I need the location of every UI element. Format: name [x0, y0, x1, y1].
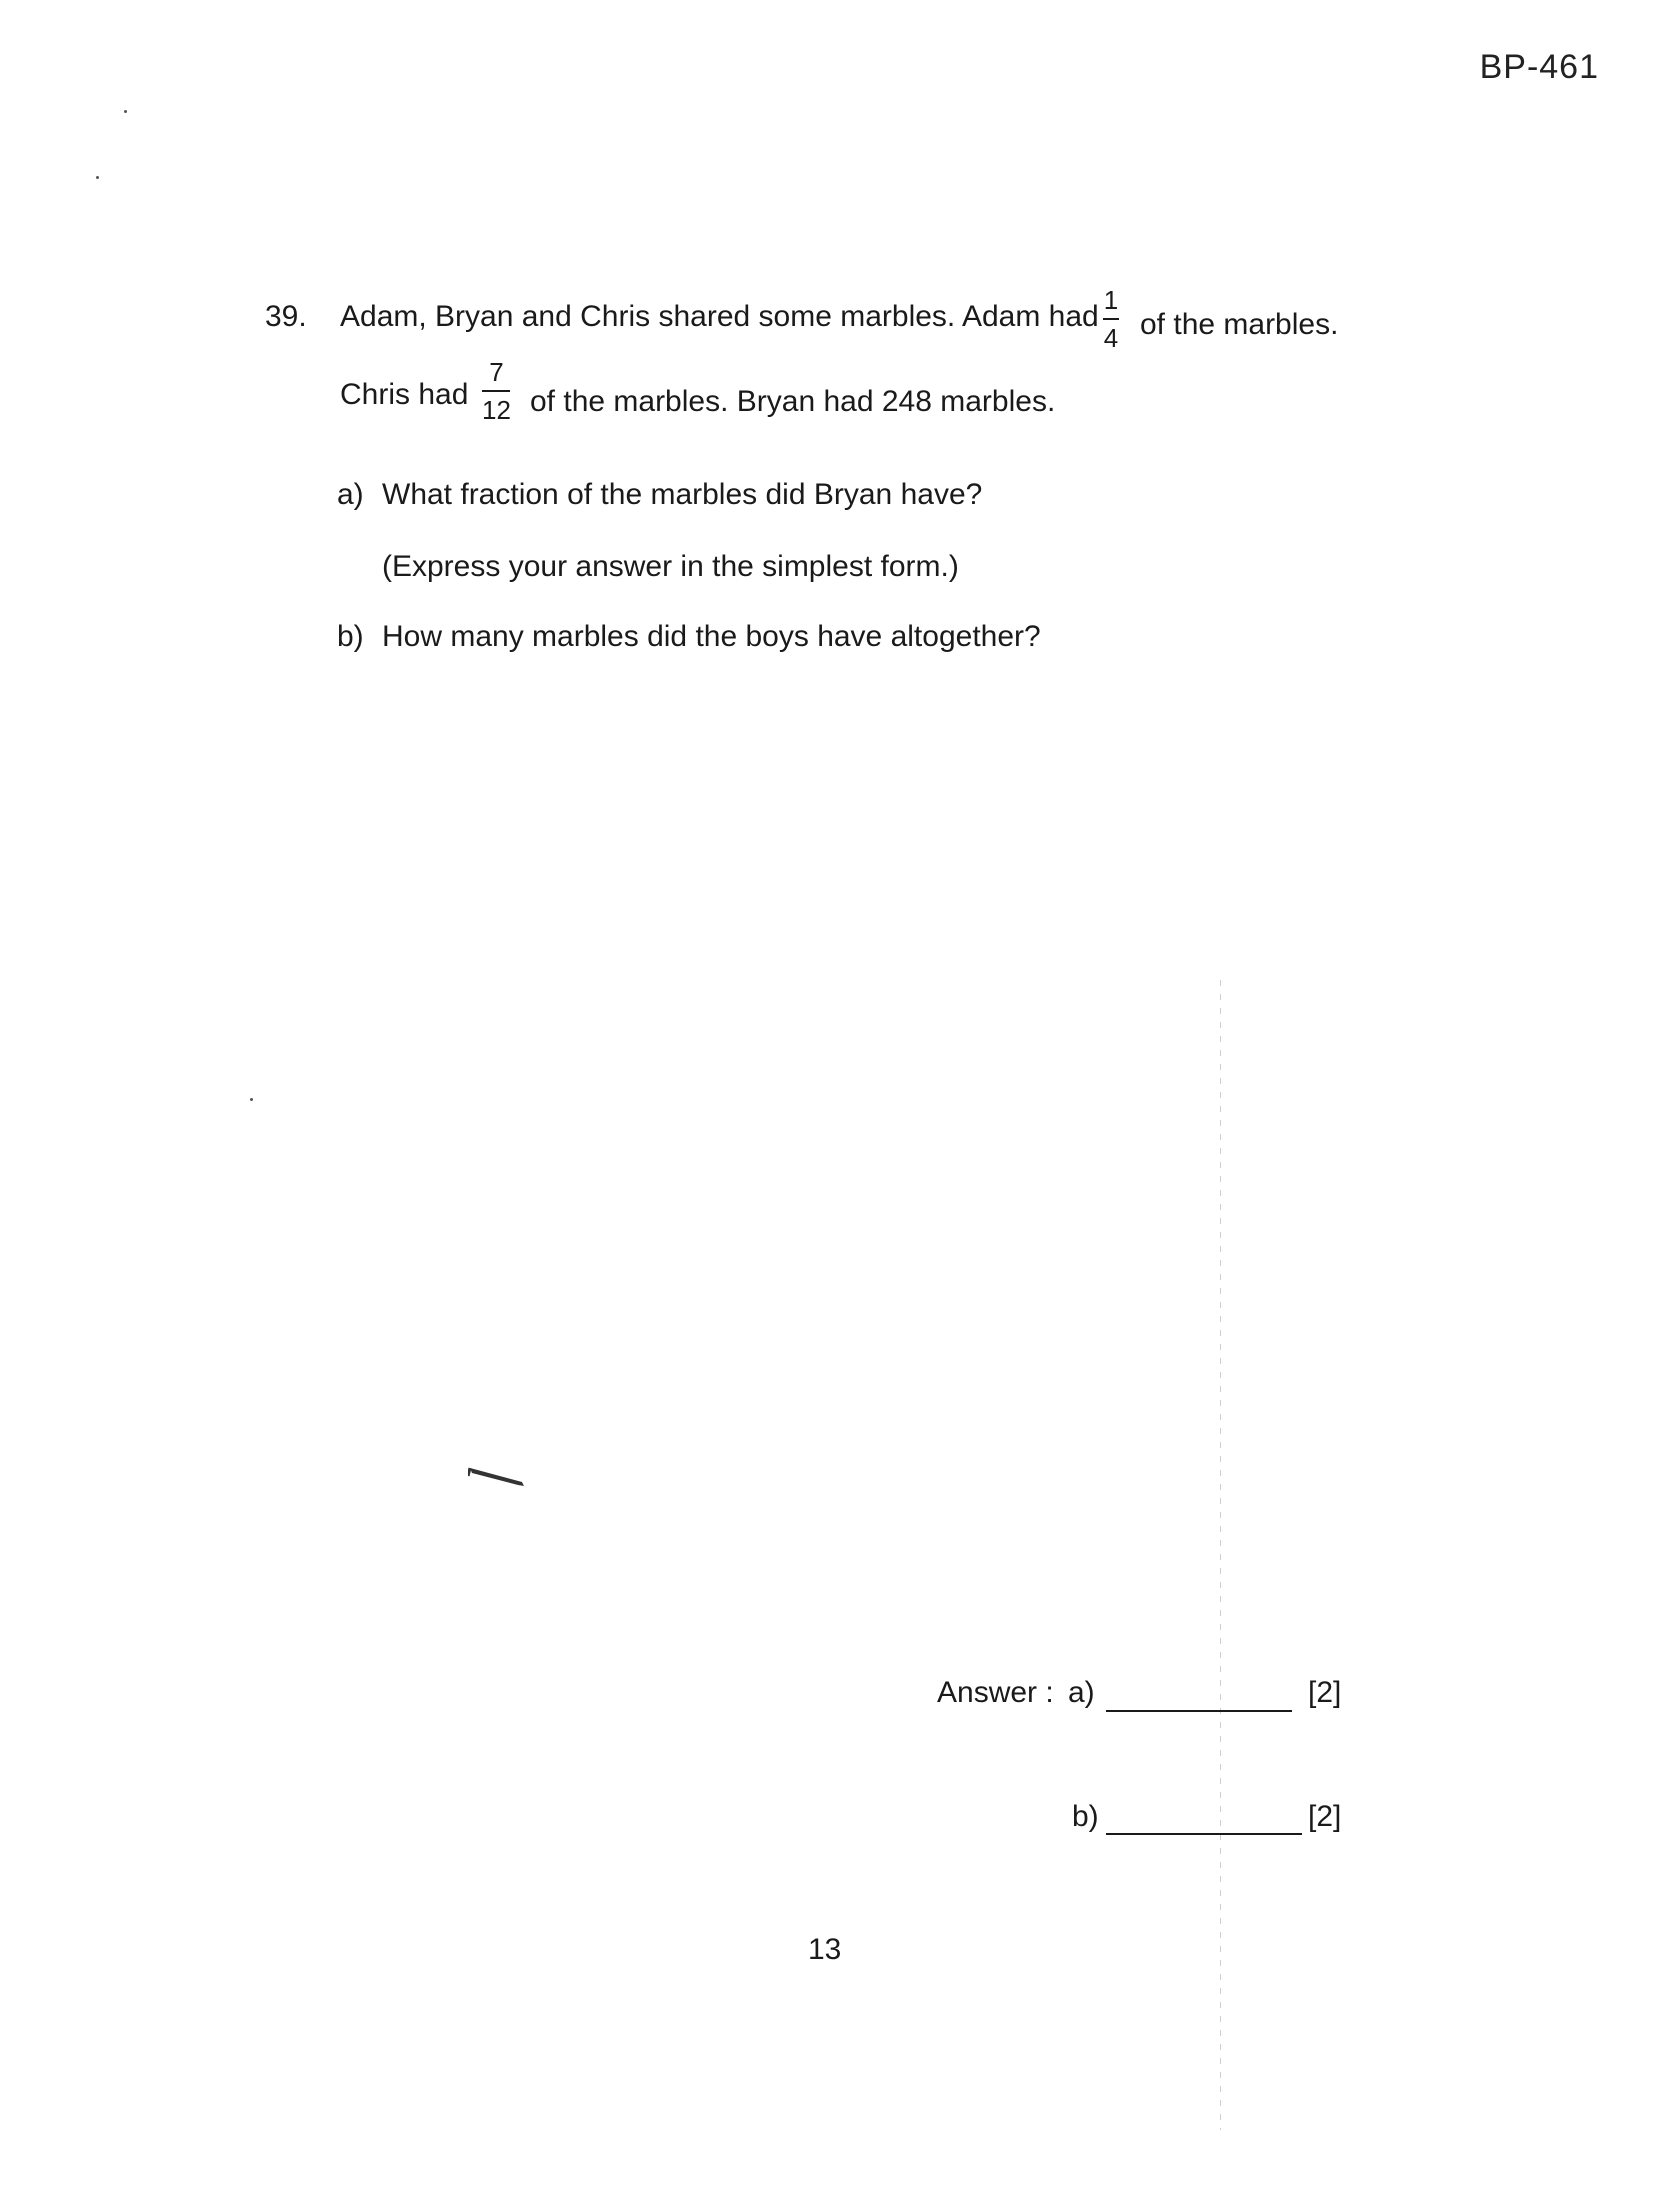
scan-speck: [96, 176, 99, 179]
fraction-denominator: 12: [482, 395, 511, 425]
fraction-denominator: 4: [1103, 323, 1119, 353]
scan-speck: [124, 110, 127, 113]
part-b-label: b): [337, 620, 364, 653]
fraction-numerator: 7: [489, 357, 504, 387]
fraction-bar: [482, 390, 510, 392]
answer-b-label: b): [1072, 1800, 1099, 1833]
answer-b-blank[interactable]: [1106, 1833, 1302, 1835]
fraction-one-quarter: [1103, 287, 1119, 351]
answer-a-blank[interactable]: [1106, 1710, 1292, 1712]
scan-fold-line: [1220, 980, 1221, 2130]
question-line-1-end: of the marbles.: [1140, 308, 1339, 341]
part-b-question: How many marbles did the boys have altogether?: [382, 620, 1041, 653]
part-a-question: What fraction of the marbles did Bryan have?: [382, 478, 983, 511]
part-a-label: a): [337, 478, 364, 511]
question-line-2-start: Chris had: [340, 378, 469, 411]
answer-b-marks: [2]: [1308, 1800, 1342, 1833]
page-number: 13: [808, 1933, 842, 1966]
question-line-1: Adam, Bryan and Chris shared some marbles. Adam had: [340, 300, 1099, 333]
fraction-numerator: 1: [1103, 285, 1119, 315]
answer-label: Answer :: [937, 1676, 1054, 1709]
fraction-bar: [1103, 318, 1119, 320]
question-line-2-end: of the marbles. Bryan had 248 marbles.: [530, 385, 1056, 418]
question-number: 39.: [265, 300, 307, 333]
scan-speck: [250, 1098, 253, 1101]
paper-code: BP-461: [1479, 48, 1599, 86]
part-a-note: (Express your answer in the simplest form.): [382, 550, 959, 583]
pen-mark: [468, 1462, 528, 1492]
answer-a-label: a): [1068, 1676, 1095, 1709]
fraction-seven-twelfths: [482, 359, 511, 423]
answer-a-marks: [2]: [1308, 1676, 1342, 1709]
